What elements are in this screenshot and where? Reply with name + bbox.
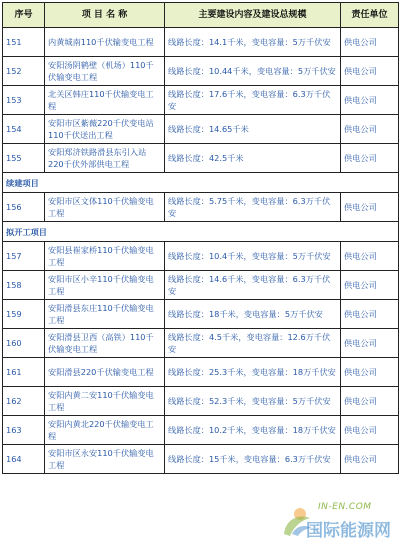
scale-cell: 线路长度：15千米，变电容量：6.3万千伏安 [165, 445, 341, 474]
header-serial: 序号 [3, 3, 45, 28]
project-name-cell: 安阳滑县东庄110千伏输变电工程 [45, 300, 165, 329]
serial-cell: 152 [3, 57, 45, 86]
scale-cell: 线路长度：10.44千米，变电容量：5万千伏安 [165, 57, 341, 86]
scale-cell: 线路长度：18千米，变电容量：5万千伏安 [165, 300, 341, 329]
project-name-cell: 安阳郑济铁路滑县东引入站220千伏外部供电工程 [45, 144, 165, 173]
serial-cell: 156 [3, 193, 45, 222]
header-project-name: 项 目 名 称 [45, 3, 165, 28]
project-name-cell: 安阳内黄北220千伏输变电工程 [45, 416, 165, 445]
watermark-en-text: IN-EN.COM [318, 502, 372, 512]
table-row [3, 144, 399, 173]
project-name-cell: 安阳市区小辛110千伏输变电工程 [45, 271, 165, 300]
responsible-unit-cell: 供电公司 [341, 242, 399, 271]
table-row [3, 416, 399, 445]
table-row [3, 387, 399, 416]
watermark-cn-text: 国际能源网 [306, 521, 391, 541]
project-name-cell: 安阳市区永安110千伏输变电工程 [45, 445, 165, 474]
scale-cell: 线路长度：10.4千米，变电容量：5万千伏安 [165, 242, 341, 271]
project-name-cell: 安阳市区紫薇220千伏变电站110千伏送出工程 [45, 115, 165, 144]
scale-cell: 线路长度：14.65千米 [165, 115, 341, 144]
table-row [3, 86, 399, 115]
project-name-cell: 安阳县崔家桥110千伏输变电工程 [45, 242, 165, 271]
responsible-unit-cell: 供电公司 [341, 358, 399, 387]
watermark-logo [278, 502, 396, 542]
project-name-cell: 安阳滑县220千伏输变电工程 [45, 358, 165, 387]
project-name-cell: 内黄城南110千伏输变电工程 [45, 28, 165, 57]
table-row [3, 57, 399, 86]
serial-cell: 158 [3, 271, 45, 300]
project-name-cell: 安阳滑县卫西（高铁）110千伏输变电工程 [45, 329, 165, 358]
scale-cell: 线路长度：5.75千米，变电容量：6.3万千伏安 [165, 193, 341, 222]
responsible-unit-cell: 供电公司 [341, 416, 399, 445]
table-row [3, 358, 399, 387]
scale-cell: 线路长度：42.5千米 [165, 144, 341, 173]
project-name-cell: 安阳汤阴鹤壁（机场）110千伏输变电工程 [45, 57, 165, 86]
table-row [3, 193, 399, 222]
serial-cell: 164 [3, 445, 45, 474]
responsible-unit-cell: 供电公司 [341, 115, 399, 144]
table-row [3, 115, 399, 144]
header-responsible-unit: 责任单位 [341, 3, 399, 28]
header-scale: 主要建设内容及建设总规模 [165, 3, 341, 28]
project-name-cell: 安阳市区文体110千伏输变电工程 [45, 193, 165, 222]
responsible-unit-cell: 供电公司 [341, 28, 399, 57]
serial-cell: 163 [3, 416, 45, 445]
serial-cell: 153 [3, 86, 45, 115]
responsible-unit-cell: 供电公司 [341, 329, 399, 358]
serial-cell: 157 [3, 242, 45, 271]
table-row [3, 242, 399, 271]
section-row [3, 222, 399, 242]
table-row [3, 300, 399, 329]
responsible-unit-cell: 供电公司 [341, 445, 399, 474]
serial-cell: 154 [3, 115, 45, 144]
scale-cell: 线路长度：17.6千米，变电容量：6.3万千伏安 [165, 86, 341, 115]
responsible-unit-cell: 供电公司 [341, 271, 399, 300]
responsible-unit-cell: 供电公司 [341, 86, 399, 115]
table-row [3, 445, 399, 474]
serial-cell: 162 [3, 387, 45, 416]
serial-cell: 161 [3, 358, 45, 387]
table-row [3, 28, 399, 57]
serial-cell: 151 [3, 28, 45, 57]
serial-cell: 160 [3, 329, 45, 358]
responsible-unit-cell: 供电公司 [341, 57, 399, 86]
project-table [2, 2, 399, 474]
responsible-unit-cell: 供电公司 [341, 300, 399, 329]
scale-cell: 线路长度：10.2千米，变电容量：18万千伏安 [165, 416, 341, 445]
serial-cell: 159 [3, 300, 45, 329]
scale-cell: 线路长度：4.5千米，变电容量：12.6万千伏安 [165, 329, 341, 358]
serial-cell: 155 [3, 144, 45, 173]
scale-cell: 线路长度：14.6千米，变电容量：6.3万千伏安 [165, 271, 341, 300]
table-row [3, 271, 399, 300]
scale-cell: 线路长度：52.3千米，变电容量：5万千伏安 [165, 387, 341, 416]
scale-cell: 线路长度：25.3千米，变电容量：18万千伏安 [165, 358, 341, 387]
section-row [3, 173, 399, 193]
project-name-cell: 安阳内黄二安110千伏输变电工程 [45, 387, 165, 416]
section-label: 续建项目 [3, 173, 399, 193]
project-name-cell: 北关区韩庄110千伏输变电工程 [45, 86, 165, 115]
responsible-unit-cell: 供电公司 [341, 144, 399, 173]
responsible-unit-cell: 供电公司 [341, 193, 399, 222]
section-label: 拟开工项目 [3, 222, 399, 242]
table-header-row [3, 3, 399, 28]
responsible-unit-cell: 供电公司 [341, 387, 399, 416]
scale-cell: 线路长度：14.1千米，变电容量：5万千伏安 [165, 28, 341, 57]
table-row [3, 329, 399, 358]
